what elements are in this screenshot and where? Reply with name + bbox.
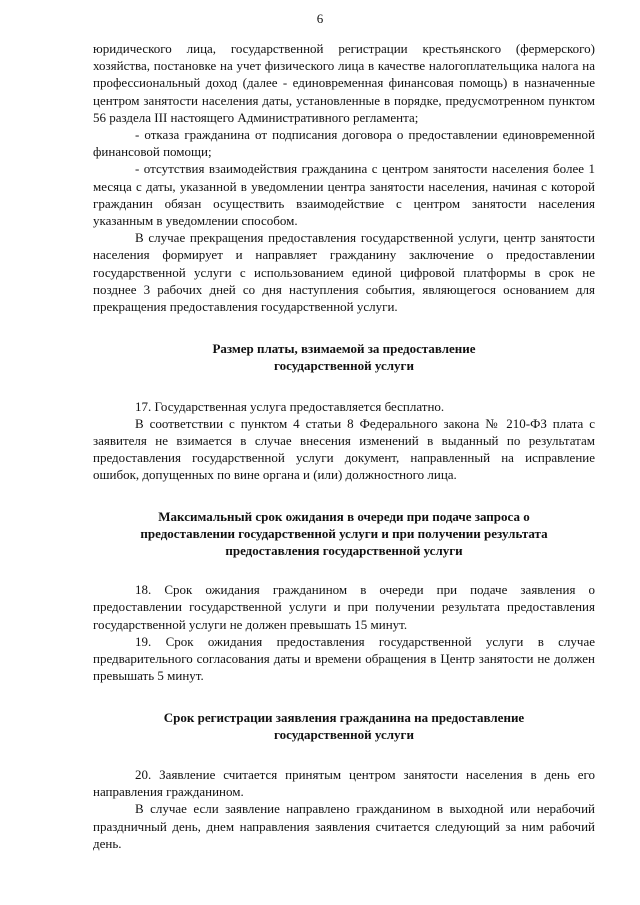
section-heading-registration xyxy=(93,709,595,743)
section-heading-fee xyxy=(93,340,595,374)
page-number: 6 xyxy=(316,11,324,26)
heading-line: Размер платы, взимаемой за предоставление xyxy=(212,341,476,357)
section-heading-queue-time xyxy=(93,508,595,560)
heading-line: государственной услуги xyxy=(274,726,414,742)
paragraph-17: 17. Государственная услуга предоставляется бесплатно. xyxy=(135,398,445,414)
heading-line: Максимальный срок ожидания в очереди при подаче запроса о xyxy=(158,508,530,524)
heading-line: Срок регистрации заявления гражданина на предоставление xyxy=(163,709,525,725)
paragraph-18: 18. Срок ожидания гражданином в очереди при подаче заявления о предоставлении государственной услуги и при получении результата предоставления государственной услуги не должен превышать 15 минут. xyxy=(93,582,595,632)
heading-line: предоставлении государственной услуги и при получении результата xyxy=(140,525,548,541)
paragraph-19: 19. Срок ожидания предоставления государственной услуги в случае предварительного согласования даты и времени обращения в Центр занятости не должен превышать 5 минут. xyxy=(93,633,595,684)
paragraph-20: 20. Заявление считается принятым центром занятости населения в день его направления гражданином. xyxy=(93,766,595,800)
paragraph-fee-exemption: В соответствии с пунктом 4 статьи 8 Федерального закона № 210-ФЗ плата с заявителя не взимается в случае внесения изменений в выданный по результатам предоставления государственной услуги документ, направленный на исправление ошибок, допущенных по вине органа и (или) должностного лица. xyxy=(93,415,595,483)
paragraph-holiday-submission: В случае если заявление направлено гражданином в выходной или нерабочий праздничный день, днем направления заявления считается следующий за ним рабочий день. xyxy=(93,801,595,851)
paragraph-refusal: - отказа гражданина от подписания договора о предоставлении единовременной финансовой помощи; xyxy=(93,127,595,160)
paragraph-no-interaction: - отсутствия взаимодействия гражданина с центром занятости населения более 1 месяца с даты, указанной в уведомлении центра занятости населения, начиная с которой гражданин обязан осуществить взаимодействие с центром занятости населения указанным в уведомлении способом. xyxy=(93,161,595,229)
paragraph-termination: В случае прекращения предоставления государственной услуги, центр занятости населения формирует и направляет гражданину заключение о предоставлении государственной услуги с использованием единой цифровой платформы в срок не позднее 3 рабочих дней со дня наступления события, являющегося основанием для прекращения предоставления государственной услуги. xyxy=(93,230,595,315)
heading-line: государственной услуги xyxy=(274,358,414,374)
document-body xyxy=(93,40,595,852)
heading-line: предоставления государственной услуги xyxy=(225,543,463,559)
paragraph-continuation: юридического лица, государственной регистрации крестьянского (фермерского) хозяйства, постановке на учет физического лица в качестве налогоплательщика налога на профессиональный доход (далее - единовременная финансовая помощь) в назначенные центром занятости населения даты, установленные в порядке, предусмотренном пунктом 56 раздела III настоящего Административного регламента; xyxy=(93,41,595,125)
